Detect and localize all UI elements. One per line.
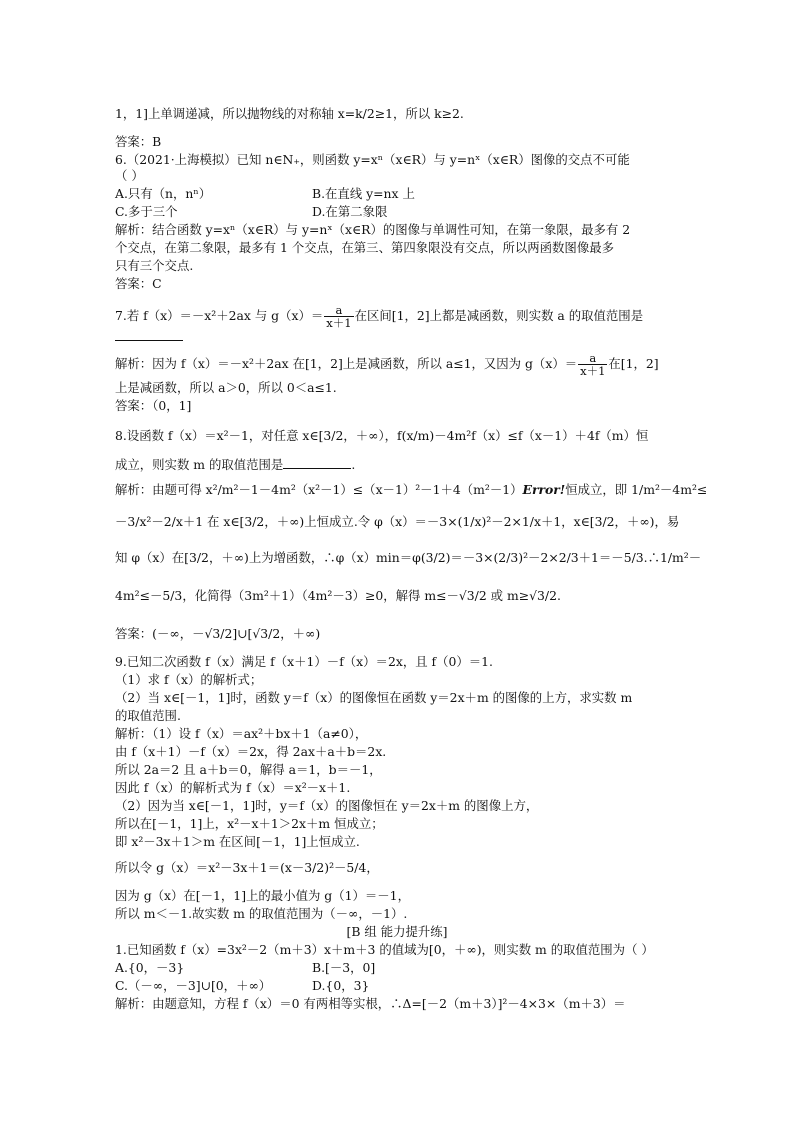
solution-line: 知 φ（x）在[3/2，＋∞)上为增函数，∴φ（x）min＝φ(3/2)＝－3×(2/3)²－2×2/3＋1＝－5/3.∴1/m²－ [115,550,702,565]
solution-line: 因此 f（x）的解析式为 f（x）＝x²－x＋1. [115,780,351,795]
option-c: C.多于三个 [115,204,178,219]
question-8: 8.设函数 f（x）＝x²－1，对任意 x∈[3/2，＋∞），f(x/m)－4m²f（x）≤f（x－1）＋4f（m）恒 [115,428,649,443]
solution-line: 因为 g（x）在[－1，1]上的最小值为 g（1）＝－1， [115,888,410,903]
q8-text-b: 成立，则实数 m 的取值范围是 [115,457,284,472]
solution-line: 所以 2a＝2 且 a＋b＝0，解得 a＝1，b＝－1， [115,762,382,777]
question-6-bracket: （ ） [115,168,144,183]
option-d: D.{0，3} [312,978,370,993]
fraction [578,352,607,377]
solution-line: 上是减函数，所以 a＞0，所以 0＜a≤1. [115,380,337,395]
question-b1: 1.已知函数 f（x）=3x²－2（m＋3）x＋m＋3 的值域为[0，＋∞)，则实数 m 的取值范围为（ ） [115,942,654,957]
solution-line: 4m²≤－5/3，化简得（3m²＋1）（4m²－3）≥0，解得 m≤－√3/2 或 m≥√3/2. [115,588,561,603]
solution-line: 解析：结合函数 y=xⁿ（x∈R）与 y=nˣ（x∈R）的图像与单调性可知，在第一象限，最多有 2 [115,222,631,237]
q7-text-b: 在区间[1，2]上都是减函数，则实数 a 的取值范围是 [354,308,644,324]
solution-line: 只有三个交点. [115,258,194,273]
solution-line: 解析：（1）设 f（x）＝ax²＋bx＋1（a≠0）， [115,726,368,741]
q7-sol-a: 解析：因为 f（x）＝－x²＋2ax 在[1，2]上是减函数，所以 a≤1，又因为 g（x）＝ [115,356,578,372]
question-8-cont: 成立，则实数 m 的取值范围是 . [115,457,356,472]
q7-sol-b: 在[1，2] [608,356,659,372]
fraction [324,304,353,329]
answer-blank-line [115,328,183,343]
fraction-numerator: a [578,352,607,365]
q7-text-a: 7.若 f（x）＝－x²＋2ax 与 g（x）＝ [115,308,324,324]
error-mark: Error! [522,482,566,497]
answer-line: 答案：B [115,134,162,149]
answer-line: 答案：（0，1] [115,398,192,413]
option-d: D.在第二象限 [312,204,388,219]
answer-line: 答案：C [115,276,162,291]
solution-line: （2）因为当 x∈[－1，1]时，y＝f（x）的图像恒在 y＝2x＋m 的图像上方， [115,798,539,813]
answer-line: 答案：(－∞，－√3/2]∪[√3/2，＋∞) [115,626,321,641]
solution-line [115,352,659,377]
question-9-part: （1）求 f（x）的解析式； [115,672,263,687]
option-b: B.在直线 y=nx 上 [312,186,415,201]
solution-line: 个交点，在第二象限，最多有 1 个交点，在第三、第四象限没有交点，所以两函数图像最多 [115,240,614,255]
fraction-numerator: a [324,304,353,317]
solution-line: 所以 m＜－1.故实数 m 的取值范围为（－∞，－1）. [115,906,408,921]
question-9-part: （2）当 x∈[－1，1]时，函数 y＝f（x）的图像恒在函数 y＝2x＋m 的图像的上方，求实数 m [115,690,633,705]
question-9: 9.已知二次函数 f（x）满足 f（x＋1）－f（x）＝2x，且 f（0）＝1. [115,654,493,669]
solution-line: 所以在[－1，1]上，x²－x＋1＞2x＋m 恒成立； [115,816,384,831]
question-6: 6.（2021·上海模拟）已知 n∈N₊，则函数 y=xⁿ（x∈R）与 y=nˣ（x∈R）图像的交点不可能 [115,152,630,167]
text-line: 1，1]上单调递减，所以抛物线的对称轴 x=k/2≥1，所以 k≥2. [115,106,464,121]
question-7 [115,304,643,329]
fraction-denominator: x＋1 [326,316,352,331]
q8-sol-b: 恒成立，即 1/m²－4m²≤ [565,482,708,497]
solution-line [115,484,707,496]
question-9-part: 的取值范围. [115,708,181,723]
solution-line: －3/x²－2/x＋1 在 x∈[3/2，＋∞)上恒成立.令 φ（x）＝－3×(1/x)²－2×1/x＋1，x∈[3/2，＋∞)，易 [115,514,680,529]
section-heading: [B 组 能力提升练] [346,924,448,939]
solution-line: 解析：由题意知，方程 f（x）＝0 有两相等实根，∴Δ=[－2（m＋3）]²－4×3×（m＋3）＝ [115,996,626,1011]
option-b: B.[－3，0] [312,960,376,975]
solution-line: 由 f（x＋1）－f（x）＝2x，得 2ax＋a＋b＝2x. [115,744,387,759]
fraction-denominator: x＋1 [580,364,606,379]
answer-blank [115,328,183,341]
option-c: C.（－∞，－3]∪[0，＋∞） [115,978,272,993]
answer-blank [283,456,351,469]
option-a: A.只有（n，nⁿ） [115,186,212,201]
q8-sol-a: 解析：由题可得 x²/m²－1－4m²（x²－1）≤（x－1）²－1＋4（m²－1） [115,482,523,497]
solution-line: 所以令 g（x）＝x²－3x＋1＝(x－3/2)²－5/4， [115,860,379,875]
option-a: A.{0，－3} [115,960,185,975]
solution-line: 即 x²－3x＋1＞m 在区间[－1，1]上恒成立. [115,834,360,849]
